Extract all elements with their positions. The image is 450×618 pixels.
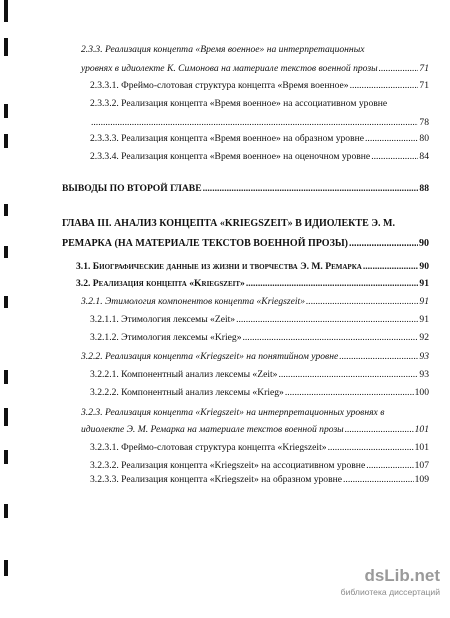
page-number: 93: [419, 369, 429, 380]
toc-entry[interactable]: [81, 63, 429, 75]
binding-mark: [4, 104, 8, 118]
leader-dots: [365, 133, 418, 145]
page-number: 101: [414, 424, 429, 435]
page-number: 91: [419, 314, 429, 325]
page-number: 84: [419, 151, 429, 162]
page-number: 80: [419, 133, 429, 144]
toc-entry-label: 3.2.2.2. Компонентный анализ лексемы «Krieg»: [90, 387, 284, 398]
toc-entry-label: 2.3.3.2. Реализация концепта «Время военное» на ассоциативном уровне: [90, 98, 388, 109]
toc-entry-label: РЕМАРКА (НА МАТЕРИАЛЕ ТЕКСТОВ ВОЕННОЙ ПРОЗЫ): [62, 238, 349, 249]
toc-entry-label: 3.2. Реализация концепта «Kriegszeit»: [76, 278, 245, 289]
toc-entry-label: 2.3.3.4. Реализация концепта «Время военное» на оценочном уровне: [90, 151, 371, 162]
page-number: 109: [414, 474, 429, 484]
toc-entry[interactable]: [76, 278, 429, 290]
leader-dots: [203, 183, 419, 195]
toc-entry-label: уровнях в идиолекте К. Симонова на материале текстов военной прозы: [81, 63, 378, 74]
toc-entry-line: 3.2.3. Реализация концепта «Kriegszeit» на интерпретационных уровнях в: [81, 407, 385, 418]
toc-entry[interactable]: [90, 80, 429, 92]
toc-entry-label: 3.2.3.1. Фреймо-слотовая структура концепта «Kriegszeit»: [90, 442, 327, 453]
binding-mark: [4, 246, 8, 258]
toc-entry-label: 2.3.3.1. Фреймо-слотовая структура концепта «Время военное»: [90, 80, 349, 91]
leader-dots: [236, 314, 418, 326]
toc-entry[interactable]: [76, 261, 429, 273]
page-number: 92: [419, 332, 429, 343]
leader-dots: [379, 63, 419, 75]
toc-entry[interactable]: [81, 351, 429, 363]
toc-entry[interactable]: [90, 369, 429, 381]
watermark-subtitle: библиотека диссертаций: [340, 587, 440, 597]
binding-mark: [4, 134, 8, 148]
leader-dots: [366, 460, 413, 472]
toc-entry[interactable]: [81, 296, 429, 308]
toc-entry[interactable]: [90, 117, 429, 129]
leader-dots: [343, 474, 414, 484]
page-number: 71: [419, 80, 429, 91]
toc-entry-label: 3.2.3.2. Реализация концепта «Kriegszeit» на ассоциативном уровне: [90, 460, 366, 471]
toc-entry-label: 3.1. Биографические данные из жизни и творчества Э. М. Ремарка: [76, 261, 362, 272]
toc-entry-label: идиолекте Э. М. Ремарка на материале текстов военной прозы: [81, 424, 344, 435]
page-number: 100: [414, 387, 429, 398]
page-number: 91: [419, 296, 429, 307]
binding-mark: [4, 370, 8, 384]
leader-dots: [350, 80, 419, 92]
leader-dots: [243, 332, 419, 344]
toc-entry[interactable]: [90, 314, 429, 326]
page-number: 90: [419, 238, 429, 249]
page-number: 88: [419, 183, 429, 194]
leader-dots: [91, 117, 418, 129]
toc-entry-line: 2.3.3. Реализация концепта «Время военное» на интерпретационных: [81, 44, 365, 55]
toc-entry[interactable]: [90, 474, 429, 484]
leader-dots: [278, 369, 418, 381]
binding-mark: [4, 0, 8, 22]
toc-entry-label: 3.2.1.1. Этимология лексемы «Zeit»: [90, 314, 236, 325]
toc-entry[interactable]: [90, 442, 429, 454]
toc-entry[interactable]: [90, 387, 429, 399]
page-number: 71: [419, 63, 429, 74]
toc-entry-label: 3.2.3.3. Реализация концепта «Kriegszeit» на образном уровне: [90, 474, 343, 484]
toc-entry[interactable]: [81, 424, 429, 436]
leader-dots: [328, 442, 414, 454]
page-number: 101: [414, 442, 429, 453]
binding-mark: [4, 450, 8, 464]
toc-entry-label: 3.2.2.1. Компонентный анализ лексемы «Zeit»: [90, 369, 278, 380]
toc-entry[interactable]: [90, 332, 429, 344]
toc-entry-label: 3.2.2. Реализация концепта «Kriegszeit» на понятийном уровне: [81, 351, 339, 362]
toc-entry[interactable]: [90, 133, 429, 145]
leader-dots: [371, 151, 418, 163]
page-number: 107: [414, 460, 429, 471]
chapter-title-line: ГЛАВА III. АНАЛИЗ КОНЦЕПТА «KRIEGSZEIT» В ИДИОЛЕКТЕ Э. М.: [62, 218, 395, 229]
toc-entry[interactable]: [90, 460, 429, 472]
toc-entry-label: ВЫВОДЫ ПО ВТОРОЙ ГЛАВЕ: [62, 183, 202, 194]
page-number: 91: [419, 278, 429, 289]
binding-mark: [4, 504, 8, 518]
leader-dots: [246, 278, 419, 290]
leader-dots: [285, 387, 414, 399]
binding-mark: [4, 38, 8, 56]
leader-dots: [345, 424, 414, 436]
page-number: 93: [419, 351, 429, 362]
toc-entry[interactable]: [62, 183, 429, 195]
binding-mark: [4, 408, 8, 426]
binding-mark: [4, 296, 8, 308]
toc-entry[interactable]: [90, 151, 429, 163]
toc-entry-label: 3.2.1.2. Этимология лексемы «Krieg»: [90, 332, 242, 343]
page-number: 90: [419, 261, 429, 272]
leader-dots: [306, 296, 418, 308]
leader-dots: [339, 351, 418, 363]
leader-dots: [363, 261, 419, 273]
toc-entry-label: 3.2.1. Этимология компонентов концепта «Kriegszeit»: [81, 296, 306, 307]
watermark-logo: dsLib.net: [364, 566, 440, 585]
binding-mark: [4, 560, 8, 576]
toc-entry[interactable]: [62, 238, 429, 250]
watermark: [320, 566, 440, 597]
binding-mark: [4, 204, 8, 216]
leader-dots: [349, 238, 418, 250]
page-number: 78: [419, 117, 429, 128]
toc-entry-label: 2.3.3.3. Реализация концепта «Время военное» на образном уровне: [90, 133, 365, 144]
